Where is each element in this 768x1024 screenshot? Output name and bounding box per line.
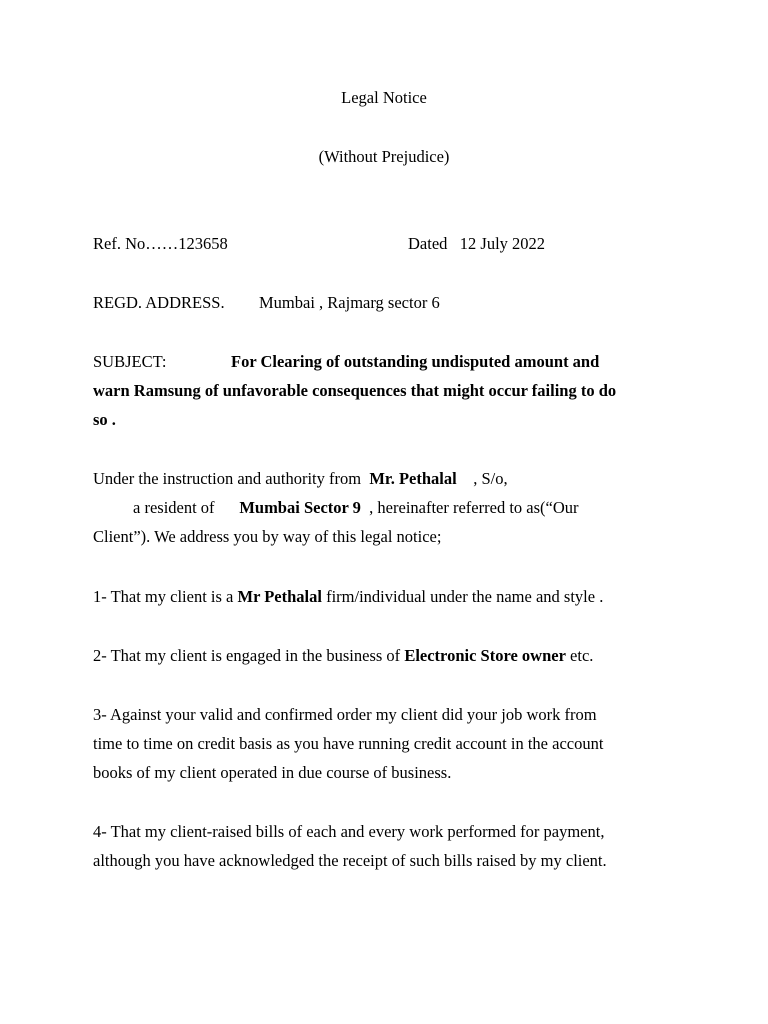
intro-line-2: a resident of Mumbai Sector 9 , hereinafter referred to as(“Our — [133, 498, 579, 517]
intro-line-3: Client”). We address you by way of this legal notice; — [93, 527, 442, 546]
point-3-line-1: 3- Against your valid and confirmed order my client did your job work from — [93, 705, 597, 724]
page-subtitle: (Without Prejudice) — [318, 147, 450, 166]
intro-line-1: Under the instruction and authority from Mr. Pethalal , S/o, — [93, 469, 508, 488]
date-value: 12 July 2022 — [459, 234, 546, 253]
reference-number: Ref. No……123658 — [93, 234, 228, 253]
address-label: REGD. ADDRESS. — [93, 293, 225, 312]
point-4-line-2: although you have acknowledged the receipt of such bills raised by my client. — [93, 851, 607, 870]
address-value: Mumbai , Rajmarg sector 6 — [259, 293, 440, 312]
subject-line-1: For Clearing of outstanding undisputed amount and — [231, 352, 600, 371]
page-title: Legal Notice — [341, 88, 427, 107]
point-2: 2- That my client is engaged in the business of Electronic Store owner etc. — [93, 646, 594, 665]
point-3-line-3: books of my client operated in due course of business. — [93, 763, 452, 782]
subject-label: SUBJECT: — [93, 352, 167, 371]
dated-line — [408, 229, 545, 258]
subject-line-2: warn Ramsung of unfavorable consequences that might occur failing to do — [93, 381, 617, 400]
dated-label: Dated — [408, 234, 448, 253]
client-location: Mumbai Sector 9 — [239, 498, 361, 517]
point-4-line-1: 4- That my client-raised bills of each and every work performed for payment, — [93, 822, 605, 841]
point-1: 1- That my client is a Mr Pethalal firm/individual under the name and style . — [93, 587, 604, 606]
client-name: Mr. Pethalal — [369, 469, 457, 488]
subject-line-3: so . — [93, 410, 116, 429]
point-3-line-2: time to time on credit basis as you have running credit account in the account — [93, 734, 604, 753]
